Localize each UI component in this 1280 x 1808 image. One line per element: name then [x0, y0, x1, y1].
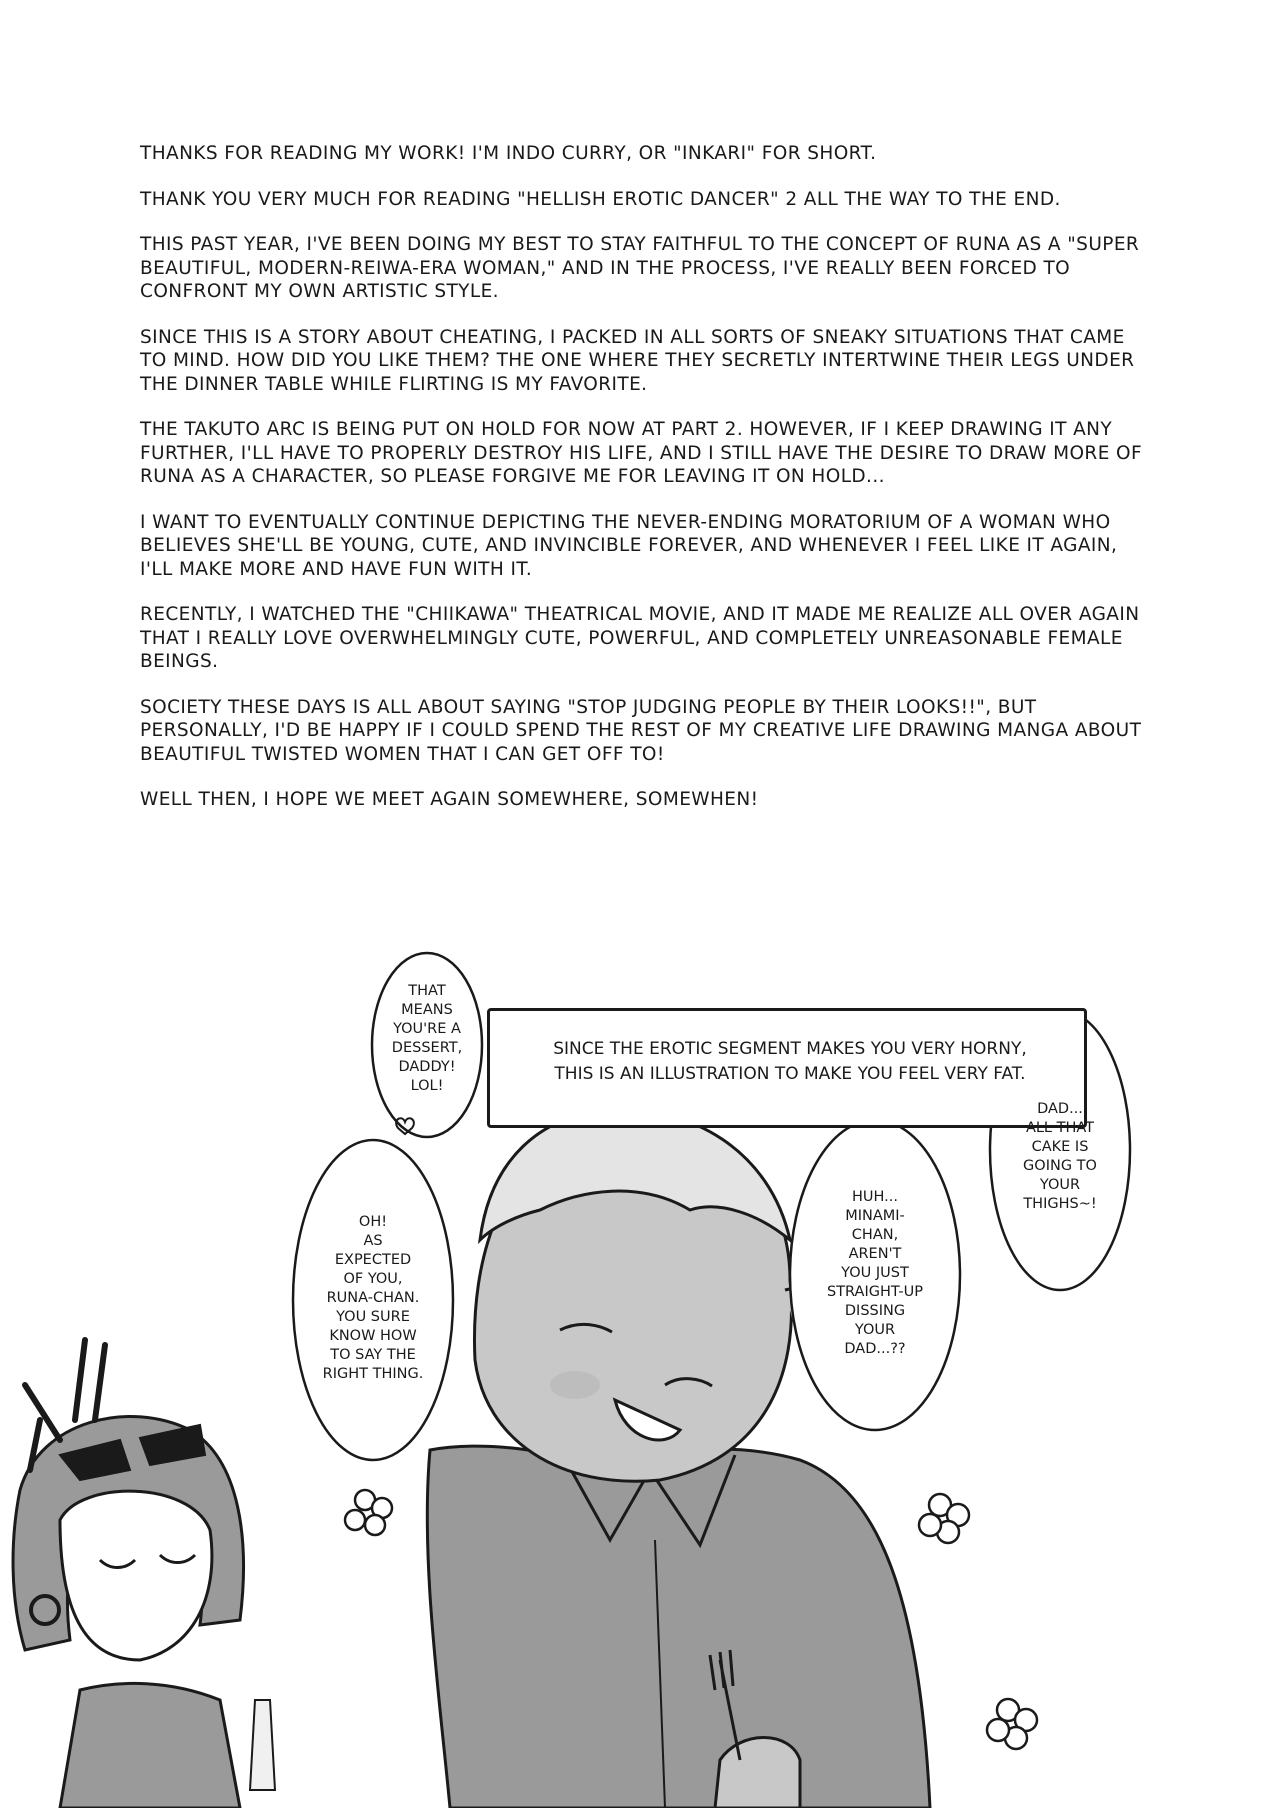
- bubble-line: LOL!: [410, 1078, 444, 1094]
- bubble-line: YOU JUST: [841, 1265, 909, 1281]
- bubble-line: HUH...: [852, 1189, 898, 1205]
- bubble-line: YOUR: [854, 1322, 896, 1338]
- bubble-line: CHAN,: [851, 1227, 899, 1243]
- bubble-text-runa: [303, 1213, 443, 1384]
- bubble-line: RUNA-CHAN.: [326, 1290, 420, 1306]
- bubble-line: THAT: [408, 983, 446, 999]
- afterword-paragraph: THANKS FOR READING MY WORK! I'M INDO CURRY, OR "INKARI" FOR SHORT.: [140, 143, 877, 164]
- bubble-text-thighs: [1005, 1100, 1115, 1214]
- flower-icon: [987, 1699, 1037, 1749]
- bubble-line: EXPECTED: [334, 1252, 412, 1268]
- bubble-line: DADDY!: [398, 1059, 456, 1075]
- bubble-line: DISSING: [844, 1303, 906, 1319]
- man-shirt: [427, 1446, 930, 1808]
- afterword-paragraph: RECENTLY, I WATCHED THE "CHIIKAWA" THEATRICAL MOVIE, AND IT MADE ME REALIZE ALL OVER AGAIN THAT I REALLY LOVE OVERWHELMINGLY CUTE, POWERFUL, AND COMPLETELY UNREASONABLE FEMALE BEINGS.: [140, 604, 1140, 672]
- afterword-paragraph: WELL THEN, I HOPE WE MEET AGAIN SOMEWHERE, SOMEWHEN!: [140, 789, 759, 810]
- bubble-line: MEANS: [401, 1002, 453, 1018]
- afterword-paragraph: SINCE THIS IS A STORY ABOUT CHEATING, I PACKED IN ALL SORTS OF SNEAKY SITUATIONS THAT CAME TO MIND. HOW DID YOU LIKE THEM? THE ONE WHERE THEY SECRETLY INTERTWINE THEIR LEGS UNDER THE DINNER TABLE WHILE FLIRTING IS MY FAVORITE.: [140, 326, 1135, 395]
- caption-line: THIS IS AN ILLUSTRATION TO MAKE YOU FEEL VERY FAT.: [554, 1064, 1026, 1084]
- bubble-line: AS: [363, 1233, 383, 1249]
- afterword-paragraph: THIS PAST YEAR, I'VE BEEN DOING MY BEST TO STAY FAITHFUL TO THE CONCEPT OF RUNA AS A "SUPER BEAUTIFUL, MODERN-REIWA-ERA WOMAN," AND IN THE PROCESS, I'VE REALLY BEEN FORCED TO CONFRONT MY OWN ARTISTIC STYLE.: [140, 234, 1140, 302]
- flower-icon: [919, 1494, 969, 1543]
- champagne-glass-icon: [250, 1700, 275, 1790]
- bubble-line: YOU'RE A: [393, 1021, 461, 1037]
- bubble-line: OH!: [358, 1214, 388, 1230]
- afterword-paragraph: THE TAKUTO ARC IS BEING PUT ON HOLD FOR NOW AT PART 2. HOWEVER, IF I KEEP DRAWING IT ANY FURTHER, I'LL HAVE TO PROPERLY DESTROY HIS LIFE, AND I STILL HAVE THE DESIRE TO DRAW MORE OF RUNA AS A CHARACTER, SO PLEASE FORGIVE ME FOR LEAVING IT ON HOLD...: [140, 419, 1143, 487]
- bubble-line: MINAMI-: [845, 1208, 905, 1224]
- bubble-line: DAD...: [1037, 1101, 1083, 1117]
- bubble-line: ALL THAT: [1025, 1120, 1095, 1136]
- flower-icon: [345, 1490, 392, 1535]
- bubble-line: DESSERT,: [391, 1040, 463, 1056]
- runa-dress: [60, 1683, 240, 1808]
- bubble-line: AREN'T: [848, 1246, 902, 1262]
- bubble-line: OF YOU,: [343, 1271, 403, 1287]
- bubble-text-dad: [800, 1188, 950, 1359]
- bubble-text-dessert: [382, 982, 472, 1096]
- afterword-paragraph: SOCIETY THESE DAYS IS ALL ABOUT SAYING "STOP JUDGING PEOPLE BY THEIR LOOKS!!", BUT PERSONALLY, I'D BE HAPPY IF I COULD SPEND THE REST OF MY CREATIVE LIFE DRAWING MANGA ABOUT BEAUTIFUL TWISTED WOMEN THAT I CAN GET OFF TO!: [140, 696, 1142, 765]
- runa-face: [60, 1491, 212, 1660]
- bubble-line: GOING TO: [1023, 1158, 1097, 1174]
- man-cheek: [550, 1371, 600, 1399]
- caption-text: [495, 1037, 1085, 1087]
- bubble-line: KNOW HOW: [329, 1328, 417, 1344]
- bubble-line: DAD...??: [844, 1341, 906, 1357]
- caption-line: SINCE THE EROTIC SEGMENT MAKES YOU VERY HORNY,: [553, 1039, 1027, 1059]
- bubble-line: YOUR: [1039, 1177, 1081, 1193]
- afterword-paragraph: I WANT TO EVENTUALLY CONTINUE DEPICTING THE NEVER-ENDING MORATORIUM OF A WOMAN WHO BELIEVES SHE'LL BE YOUNG, CUTE, AND INVINCIBLE FOREVER, AND WHENEVER I FEEL LIKE IT AGAIN, I'LL MAKE MORE AND HAVE FUN WITH IT.: [140, 511, 1118, 580]
- bubble-line: CAKE IS: [1031, 1139, 1089, 1155]
- bubble-line: YOU SURE: [336, 1309, 410, 1325]
- bubble-line: STRAIGHT-UP: [827, 1284, 923, 1300]
- bubble-line: TO SAY THE: [330, 1347, 416, 1363]
- bubble-line: RIGHT THING.: [322, 1366, 424, 1382]
- bubble-line: THIGHS~!: [1023, 1196, 1097, 1212]
- afterword-paragraph: THANK YOU VERY MUCH FOR READING "HELLISH EROTIC DANCER" 2 ALL THE WAY TO THE END.: [140, 188, 1061, 210]
